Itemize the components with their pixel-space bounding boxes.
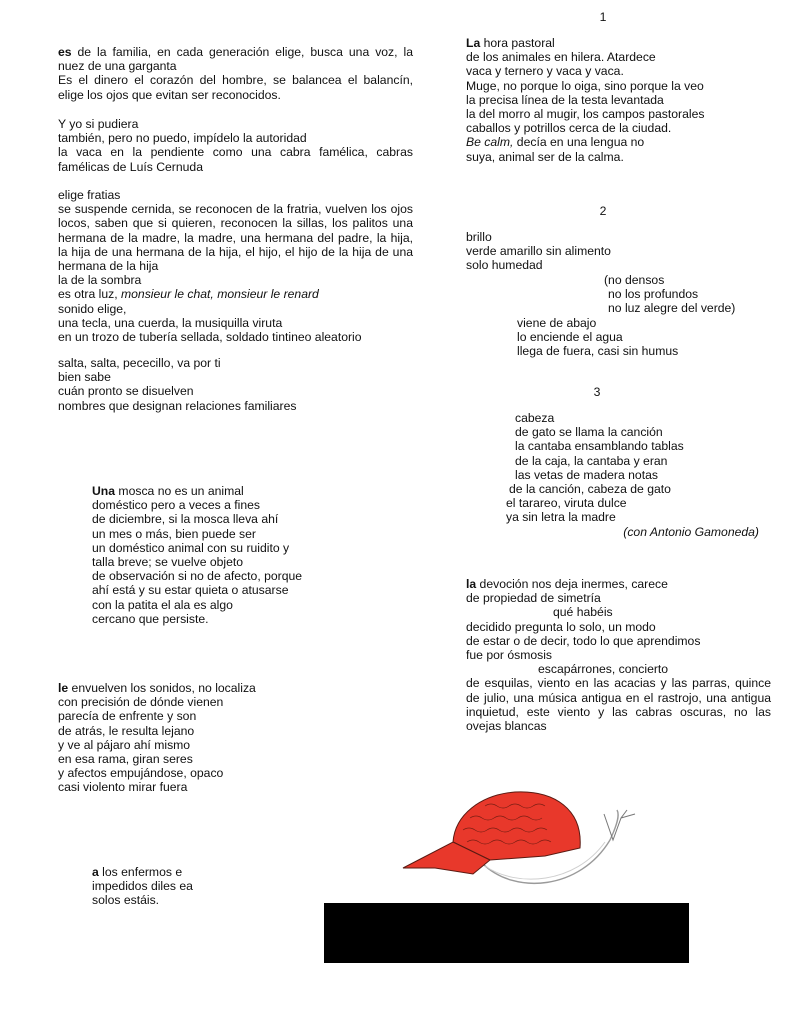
stanza-devocion-line-4: decidido pregunta lo solo, un modo [466,619,656,634]
stanza-sonidos-line-2: con precisión de dónde vienen [58,695,224,710]
stanza-fratias-line-5: sonido elige, [58,301,127,316]
stanza-pececillo-line-4: nombres que designan relaciones familiares [58,398,297,413]
stanza-mosca-line-10: cercano que persiste. [92,611,209,626]
stanza-devocion-line-5: de estar o de decir, todo lo que aprendimos [466,633,701,648]
stanza-pastoral-line-9: suya, animal ser de la calma. [466,149,624,164]
stanza-pececillo-line-3: cuán pronto se disuelven [58,384,194,399]
stanza-cabeza-line-5: las vetas de madera notas [515,467,658,482]
stanza-mosca-line-5: un doméstico animal con su ruidito y [92,540,290,555]
stanza-enfermos-line-2: impedidos diles ea [92,879,193,894]
stanza-pudiera-line-1: Y yo si pudiera [58,117,139,131]
stanza-fratias [58,188,413,344]
stanza-mosca-line-6: talla breve; se vuelve objeto [92,555,244,570]
stanza-cabeza-line-4: de la caja, la cantaba y eran [515,453,668,468]
stanza-mosca-line-7: de observación si no de afecto, porque [92,569,303,584]
stanza-sonidos-line-6: en esa rama, giran seres [58,752,193,767]
stanza-enfermos-line-1: a los enfermos e [92,865,183,879]
stanza-sonidos-line-1: le envuelven los sonidos, no localiza [58,681,256,695]
stanza-fratias-line-1: elige fratias [58,188,121,202]
stanza-fratias-line-3: la de la sombra [58,273,142,288]
stanza-mosca-line-2: doméstico pero a veces a fines [92,498,261,513]
stanza-enfermos [92,865,252,908]
stanza-brillo-paren [604,273,794,316]
stanza-cabeza-line-3: la cantaba ensamblando tablas [515,439,684,454]
stanza-devocion-line-2: de propiedad de simetría [466,591,601,606]
stanza-mosca-line-9: con la patita el ala es algo [92,597,233,612]
stanza-sonidos-line-4: de atrás, le resulta lejano [58,723,195,738]
stanza-devocion-line-3: qué habéis [553,605,613,620]
stanza-cabeza-line-6: de la canción, cabeza de gato [509,482,671,497]
cap-crown [453,792,580,860]
stanza-pudiera-line-3: la vaca en la pendiente como una cabra famélica, cabras famélicas de Luís Cernuda [58,145,413,174]
red-cap-illustration [395,780,655,895]
stanza-sonidos [58,681,318,795]
stanza-brillo-line-3: solo humedad [466,258,543,273]
stanza-cabeza-line-2: de gato se llama la canción [515,425,663,440]
section-number-2: 2 [599,204,607,218]
bold-lead: es [58,45,72,59]
stanza-brillo-paren-line-3: no luz alegre del verde) [608,301,736,316]
stanza-brillo-line-1: brillo [466,230,492,244]
stanza-mosca [92,484,332,626]
section-number-3: 3 [593,385,601,399]
stanza-sonidos-line-8: casi violento mirar fuera [58,780,188,795]
stanza-brillo-abajo [517,316,747,359]
stanza-pastoral-line-3: vaca y ternero y vaca y vaca. [466,64,624,79]
stanza-pudiera-line-2: también, pero no puedo, impídelo la autoridad [58,131,307,146]
stanza-brillo-line-2: verde amarillo sin alimento [466,244,611,259]
stanza-brillo-paren-line-1: (no densos [604,273,665,287]
stanza-pastoral-line-6: la del morro al mugir, los campos pastorales [466,107,705,122]
stanza-mosca-line-8: ahí está y su estar quieta o atusarse [92,583,289,598]
stanza-brillo-abajo-line-2: lo enciende el agua [517,330,623,345]
cap-signature [604,810,635,840]
stanza-cabeza [506,411,766,539]
stanza-brillo-abajo-line-3: llega de fuera, casi sin humus [517,344,679,359]
stanza-devocion-line-6: fue por ósmosis [466,648,553,663]
stanza-cabeza-credit: (con Antonio Gamoneda) [623,524,759,539]
black-bar [324,903,689,963]
stanza-pastoral-line-1: La hora pastoral [466,36,555,50]
stanza-familia [58,45,413,102]
stanza-brillo [466,230,766,273]
stanza-devocion-line-1: la devoción nos deja inermes, carece [466,577,668,591]
stanza-devocion-line-8: de esquilas, viento en las acacias y las parras, quince de julio, una música antigua en el rastrojo, una antigua inquietud, este viento y las cabras oscuras, no las ovejas blancas [466,676,771,734]
stanza-fratias-line-2: se suspende cernida, se reconocen de la fratria, vuelven los ojos locos, saben que si quieren, reconocen la sillas, los palitos una hermana de la madre, la madre, una hermana del padre, la hija, la hija de una hermana de la hija, el hijo, el hijo de la hija de una hermana de la hija [58,202,413,274]
stanza-pastoral [466,36,766,164]
stanza-fratias-line-7: en un trozo de tubería sellada, soldado tintineo aleatorio [58,330,362,345]
stanza-pastoral-line-8: Be calm, decía en una lengua no [466,135,645,150]
stanza-familia-line-1: es de la familia, en cada generación elige, busca una voz, la nuez de una garganta [58,45,413,74]
stanza-sonidos-line-7: y afectos empujándose, opaco [58,766,224,781]
stanza-pastoral-line-5: la precisa línea de la testa levantada [466,92,664,107]
stanza-pececillo-line-2: bien sabe [58,370,111,385]
stanza-mosca-line-1: Una mosca no es un animal [92,484,244,498]
stanza-pastoral-line-4: Muge, no porque lo oiga, sino porque la veo [466,78,704,93]
stanza-cabeza-line-7: el tarareo, viruta dulce [506,496,627,511]
stanza-familia-line-2: Es el dinero el corazón del hombre, se balancea el balancín, elige los ojos que evitan ser reconocidos. [58,73,413,102]
stanza-pastoral-line-7: caballos y potrillos cerca de la ciudad. [466,121,672,136]
stanza-brillo-abajo-line-1: viene de abajo [517,316,597,330]
stanza-sonidos-line-3: parecía de enfrente y son [58,709,197,724]
stanza-brillo-paren-line-2: no los profundos [608,287,699,302]
stanza-mosca-line-4: un mes o más, bien puede ser [92,526,256,541]
stanza-cabeza-line-1: cabeza [515,411,555,425]
stanza-pastoral-line-2: de los animales en hilera. Atardece [466,50,656,65]
stanza-mosca-line-3: de diciembre, si la mosca lleva ahí [92,512,279,527]
stanza-devocion [466,577,771,733]
stanza-enfermos-line-3: solos estáis. [92,893,160,908]
stanza-pececillo-line-1: salta, salta, pececillo, va por ti [58,356,221,370]
stanza-sonidos-line-5: y ve al pájaro ahí mismo [58,737,191,752]
stanza-devocion-line-7: escapárrones, concierto [538,662,669,677]
stanza-fratias-line-4: es otra luz, monsieur le chat, monsieur le renard [58,287,319,302]
section-number-1: 1 [599,10,607,24]
stanza-pudiera [58,117,413,174]
stanza-fratias-line-6: una tecla, una cuerda, la musiquilla viruta [58,315,283,330]
stanza-pececillo [58,356,413,413]
stanza-cabeza-line-8: ya sin letra la madre [506,510,616,525]
